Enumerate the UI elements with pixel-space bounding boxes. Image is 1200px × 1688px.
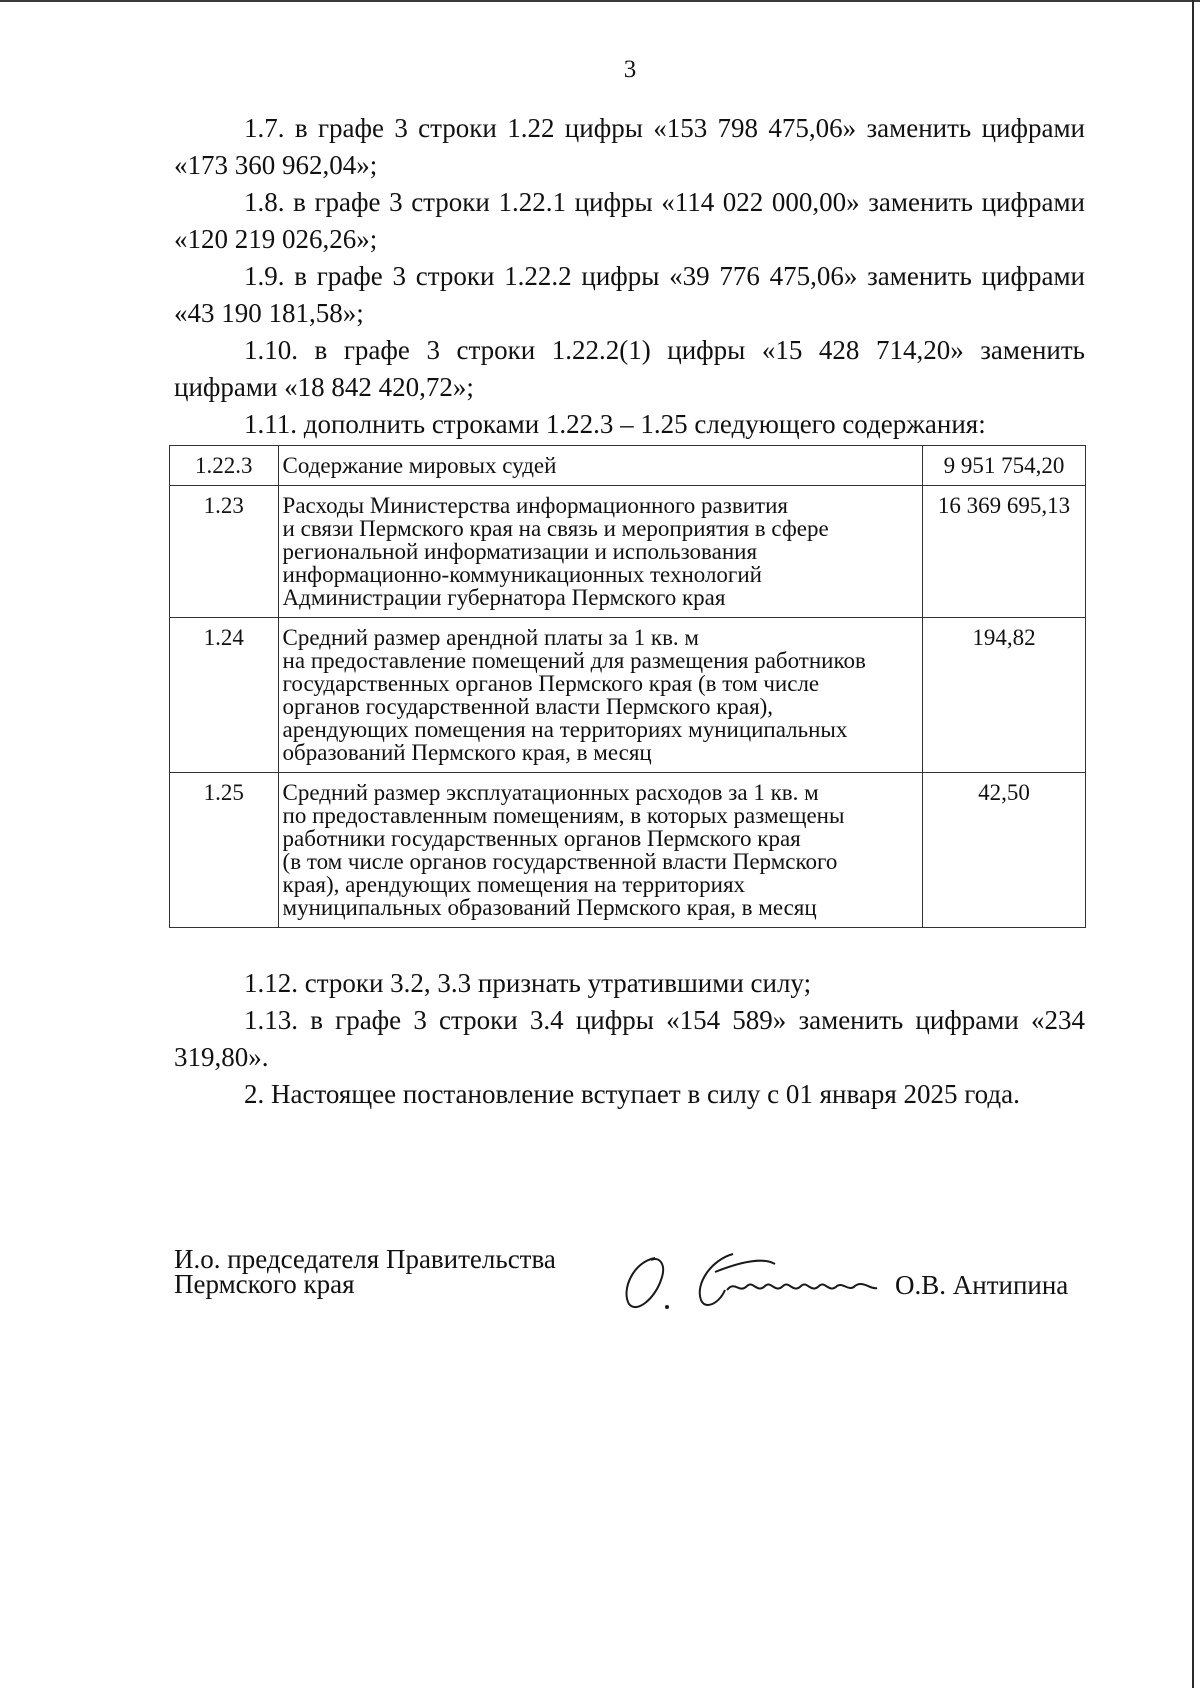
description-line: края), арендующих помещения на территориях [282, 872, 746, 897]
paragraph-1-8: 1.8. в графе 3 строки 1.22.1 цифры «114 022 000,00» заменить цифрами «120 219 026,26»; [174, 187, 1085, 254]
row-value: 9 951 754,20 [922, 446, 1085, 486]
paragraph-1-7: 1.7. в графе 3 строки 1.22 цифры «153 798 475,06» заменить цифрами «173 360 962,04»; [174, 113, 1085, 180]
table-row [170, 486, 1086, 618]
row-value: 42,50 [922, 773, 1085, 928]
row-number: 1.25 [170, 773, 279, 928]
description-line: органов государственной власти Пермского края), [282, 694, 774, 719]
description-line: муниципальных образований Пермского края, в месяц [282, 895, 817, 920]
row-value: 16 369 695,13 [922, 486, 1085, 618]
paragraph-1-9: 1.9. в графе 3 строки 1.22.2 цифры «39 776 475,06» заменить цифрами «43 190 181,58»; [174, 261, 1085, 328]
paragraph-1-12: 1.12. строки 3.2, 3.3 признать утратившими силу; [244, 968, 812, 998]
position-line: Пермского края [174, 1269, 355, 1299]
paragraph-2: 2. Настоящее постановление вступает в силу с 01 января 2025 года. [244, 1079, 1020, 1109]
description-line: работники государственных органов Пермского края [282, 826, 801, 851]
description-line: (в том числе органов государственной власти Пермского [282, 849, 838, 874]
signer-name: О.В. Антипина [895, 1270, 1069, 1300]
data-table [169, 445, 1086, 928]
paragraph-1-13: 1.13. в графе 3 строки 3.4 цифры «154 589» заменить цифрами «234 319,80». [174, 1005, 1085, 1072]
amendments-before-table [174, 110, 1085, 443]
paragraph-1-10: 1.10. в графе 3 строки 1.22.2(1) цифры «15 428 714,20» заменить цифрами «18 842 420,72»; [174, 335, 1085, 402]
scan-top-edge [0, 0, 1200, 2]
amendments-after-table [174, 965, 1085, 1113]
row-description [278, 773, 922, 928]
description-line: по предоставленным помещениям, в которых размещены [282, 803, 845, 828]
row-number: 1.22.3 [170, 446, 279, 486]
row-number: 1.23 [170, 486, 279, 618]
description-line: на предоставление помещений для размещения работников [282, 648, 866, 673]
row-number: 1.24 [170, 618, 279, 773]
row-description [278, 446, 922, 486]
row-description [278, 486, 922, 618]
page-number: 3 [623, 56, 637, 83]
description-line: образований Пермского края, в месяц [282, 740, 652, 765]
description-line: Администрации губернатора Пермского края [282, 585, 726, 610]
signatory-position [174, 1244, 556, 1299]
description-line: информационно-коммуникационных технологий [282, 562, 762, 587]
table-row [170, 773, 1086, 928]
table-row [170, 446, 1086, 486]
inserted-rows-table [169, 445, 1086, 928]
position-line: И.о. председателя Правительства [174, 1244, 556, 1274]
description-line: и связи Пермского края на связь и мероприятия в сфере [282, 516, 829, 541]
row-description [278, 618, 922, 773]
row-value: 194,82 [922, 618, 1085, 773]
description-line: Содержание мировых судей [282, 453, 557, 478]
table-row [170, 618, 1086, 773]
description-line: государственных органов Пермского края (в том числе [282, 671, 820, 696]
scan-right-edge [1192, 0, 1194, 1688]
description-line: арендующих помещения на территориях муниципальных [282, 717, 848, 742]
description-line: региональной информатизации и использования [282, 539, 758, 564]
paragraph-1-11: 1.11. дополнить строками 1.22.3 – 1.25 следующего содержания: [244, 409, 986, 439]
description-line: Средний размер эксплуатационных расходов за 1 кв. м [282, 780, 819, 805]
description-line: Средний размер арендной платы за 1 кв. м [282, 625, 699, 650]
handwritten-signature [615, 1250, 905, 1315]
description-line: Расходы Министерства информационного развития [282, 493, 788, 518]
